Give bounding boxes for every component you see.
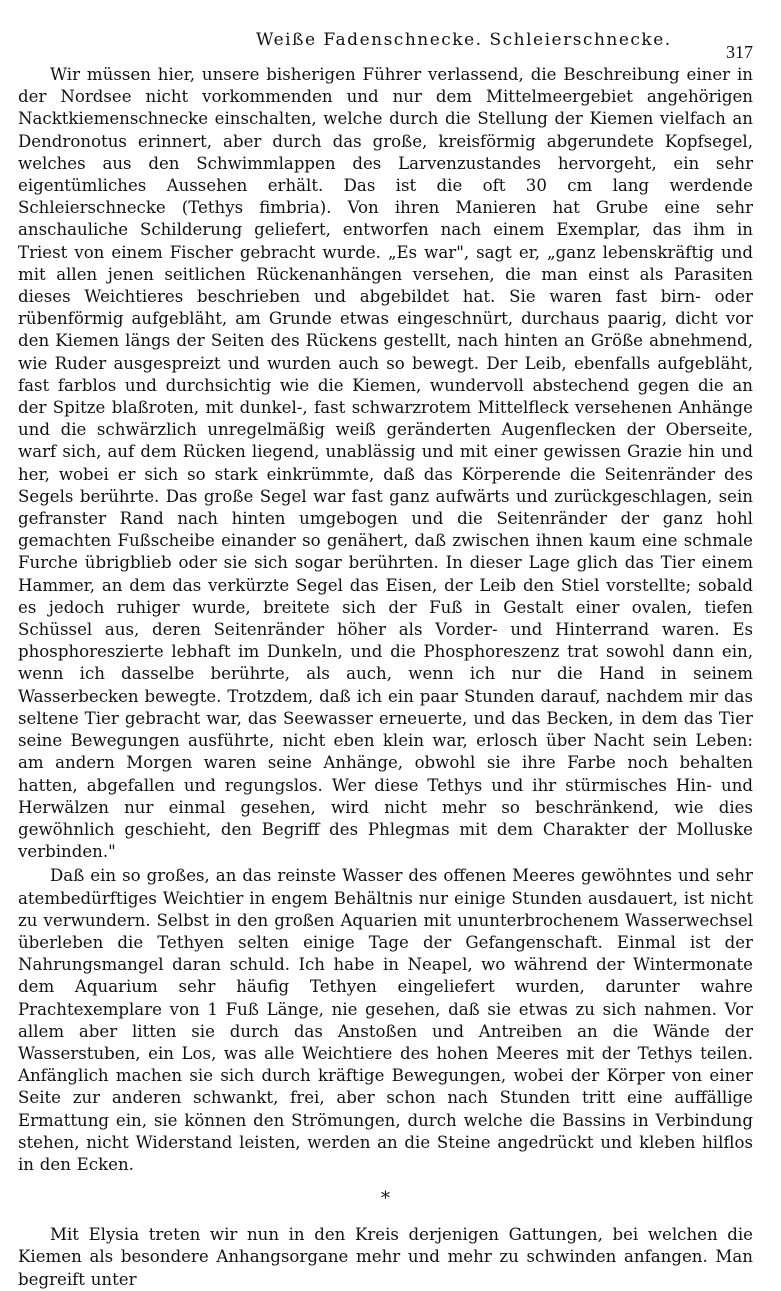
running-head: Weiße Fadenschnecke. Schleierschnecke. [256,30,672,50]
paragraph-tethys-description: Wir müssen hier, unsere bisherigen Führer verlassend, die Beschreibung einer in der Nordsee nicht vorkommenden und nur dem Mittelmeergebiet angehörigen Nacktkiemenschnecke einschalten, welche durch die Stellung der Kiemen vielfach an Dendronotus erinnert, aber durch das große, kreisförmig abgerundete Kopfsegel, welches aus den Schwimmlappen des Larvenzustandes hervorgeht, ein sehr eigentümliches Aussehen erhält. Das ist die oft 30 cm lang werdende Schleierschnecke (Tethys fimbria). Von ihren Manieren hat Grube eine sehr anschauliche Schilderung geliefert, entworfen nach einem Exemplar, das ihm in Triest von einem Fischer gebracht wurde. „Es war", sagt er, „ganz lebenskräftig und mit allen jenen seitlichen Rückenanhängen versehen, die man einst als Parasiten dieses Weichtieres beschrieben und abgebildet hat. Sie waren fast birn- oder rübenförmig aufgebläht, am Grunde etwas eingeschnürt, durchaus paarig, dicht vor den Kiemen längs der Seiten des Rückens gestellt, nach hinten an Größe abnehmend, wie Ruder ausgespreizt und wurden auch so bewegt. Der Leib, ebenfalls aufgebläht, fast farblos und durchsichtig wie die Kiemen, wundervoll abstechend gegen die an der Spitze blaßroten, mit dunkel-, fast schwarzrotem Mittelfleck versehenen Anhänge und die schwärzlich unregelmäßig weiß geränderten Augenflecken der Oberseite, warf sich, auf dem Rücken liegend, unablässig und mit einer gewissen Grazie hin und her, wobei er sich so stark einkrümmte, daß das Körperende die Seitenränder des Segels berührte. Das große Segel war fast ganz aufwärts und zurückgeschlagen, sein gefranster Rand nach hinten umgebogen und die Seitenränder der ganz hohl gemachten Fußscheibe einander so genähert, daß zwischen ihnen kaum eine schmale Furche übrigblieb oder sie sich sogar berührten. In dieser Lage glich das Tier einem Hammer, an dem das verkürzte Segel das Eisen, der Leib den Stiel vorstellte; sobald es jedoch ruhiger wurde, breitete sich der Fuß in Gestalt einer ovalen, tiefen Schüssel aus, deren Seitenränder höher als Vorder- und Hinterrand waren. Es phosphoreszierte lebhaft im Dunkeln, und die Phosphoreszenz trat sowohl dann ein, wenn ich dasselbe berührte, als auch, wenn ich nur die Hand in seinem Wasserbecken bewegte. Trotzdem, daß ich ein paar Stunden darauf, nachdem mir das seltene Tier gebracht war, das Seewasser erneuerte, und das Becken, in dem das Tier seine Bewegungen ausführte, nicht eben klein war, erlosch über Nacht sein Leben: am andern Morgen waren seine Anhänge, obwohl sie ihre Farbe noch behalten hatten, abgefallen und regungslos. Wer diese Tethys und ihr stürmisches Hin- und Herwälzen nur einmal gesehen, wird nicht mehr so beschränkend, wie dies gewöhnlich geschieht, den Begriff des Phlegmas mit dem Charakter der Molluske verbinden." [18,65,753,862]
section-separator: * [381,1188,390,1210]
book-page [18,26,753,1289]
page-header [18,26,753,60]
page-number: 317 [726,42,753,62]
paragraph-captivity: Daß ein so großes, an das reinste Wasser des offenen Meeres gewöhntes und sehr atembedürftiges Weichtier in engem Behältnis nur einige Stunden ausdauert, ist nicht zu verwundern. Selbst in den großen Aquarien mit ununterbrochenem Wasserwechsel überleben die Tethyen selten einige Tage der Gefangenschaft. Einmal ist der Nahrungsmangel daran schuld. Ich habe in Neapel, wo während der Wintermonate dem Aquarium sehr häufig Tethyen eingeliefert wurden, darunter wahre Prachtexemplare von 1 Fuß Länge, nie gesehen, daß sie etwas zu sich nahmen. Vor allem aber litten sie durch das Anstoßen und Antreiben an die Wände der Wasserstuben, ein Los, was alle Weichtiere des hohen Meeres mit der Tethys teilen. Anfänglich machen sie sich durch kräftige Bewegungen, wobei der Körper von einer Seite zur anderen schwankt, frei, aber schon nach Stunden tritt eine auffällige Ermattung ein, sie können den Strömungen, durch welche die Bassins in Verbindung stehen, nicht Widerstand leisten, werden an die Steine angedrückt und kleben hilflos in den Ecken. [18,866,753,1174]
paragraph-elysia: Mit Elysia treten wir nun in den Kreis derjenigen Gattungen, bei welchen die Kiemen als besondere Anhangsorgane mehr und mehr zu schwinden anfangen. Man begreift unter [18,1225,753,1289]
body-text [18,64,753,1291]
